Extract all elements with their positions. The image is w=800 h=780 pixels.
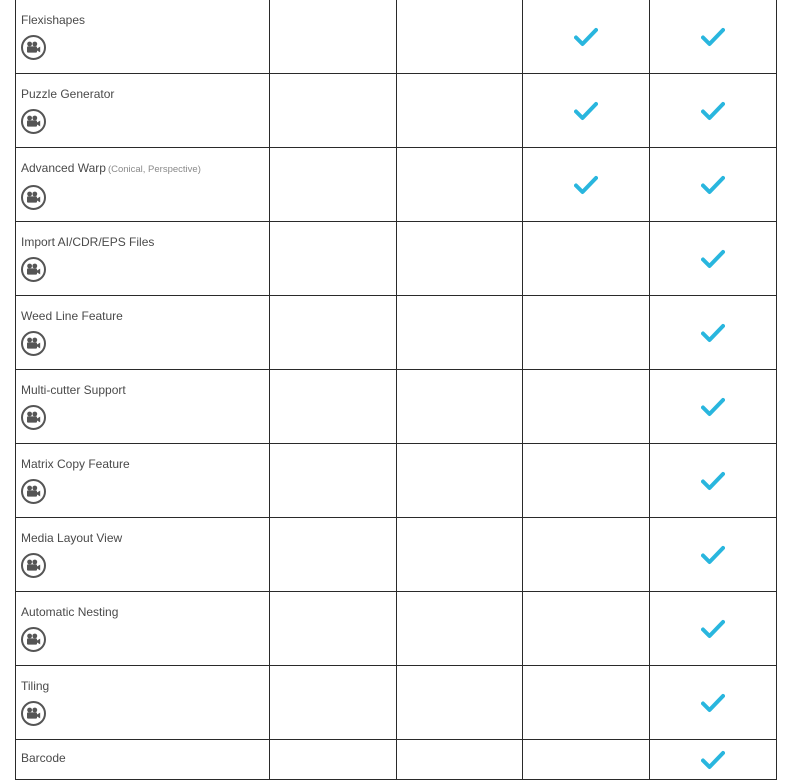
feature-note: (Conical, Perspective): [107, 164, 201, 175]
table-row: [16, 592, 776, 666]
feature-label: Barcode: [21, 751, 66, 765]
feature-cell: [16, 148, 270, 221]
checkmark-icon: [701, 545, 725, 565]
feature-cell: [16, 444, 270, 517]
plan-cell-2: [397, 518, 524, 591]
checkmark-icon: [574, 175, 598, 195]
plan-cell-3: [523, 518, 650, 591]
plan-cell-1: [270, 666, 397, 739]
table-row: [16, 148, 776, 222]
plan-cell-4: [650, 148, 777, 221]
plan-cell-1: [270, 370, 397, 443]
plan-cell-1: [270, 296, 397, 369]
plan-cell-3: [523, 370, 650, 443]
feature-name: [21, 87, 269, 101]
plan-cell-3: [523, 74, 650, 147]
table-row: [16, 370, 776, 444]
plan-cell-4: [650, 74, 777, 147]
checkmark-icon: [574, 27, 598, 47]
plan-cell-1: [270, 444, 397, 517]
plan-cell-4: [650, 0, 777, 73]
video-camera-icon[interactable]: [21, 109, 46, 134]
video-camera-icon[interactable]: [21, 553, 46, 578]
feature-label: Import AI/CDR/EPS Files: [21, 235, 155, 249]
plan-cell-3: [523, 592, 650, 665]
plan-cell-2: [397, 74, 524, 147]
table-row: [16, 444, 776, 518]
feature-label: Tiling: [21, 679, 50, 693]
plan-cell-1: [270, 518, 397, 591]
plan-cell-3: [523, 0, 650, 73]
plan-cell-4: [650, 740, 777, 779]
plan-cell-3: [523, 740, 650, 779]
plan-cell-2: [397, 444, 524, 517]
feature-cell: [16, 222, 270, 295]
video-camera-icon[interactable]: [21, 479, 46, 504]
plan-cell-3: [523, 222, 650, 295]
plan-cell-1: [270, 0, 397, 73]
feature-label: Automatic Nesting: [21, 605, 119, 619]
feature-name: [21, 751, 269, 765]
checkmark-icon: [701, 249, 725, 269]
video-camera-icon[interactable]: [21, 331, 46, 356]
checkmark-icon: [701, 175, 725, 195]
feature-name: [21, 679, 269, 693]
video-camera-icon[interactable]: [21, 185, 46, 210]
table-row: [16, 74, 776, 148]
plan-cell-4: [650, 444, 777, 517]
plan-cell-2: [397, 666, 524, 739]
video-camera-icon[interactable]: [21, 257, 46, 282]
feature-name: [21, 235, 269, 249]
feature-cell: [16, 370, 270, 443]
feature-label: Flexishapes: [21, 13, 86, 27]
checkmark-icon: [701, 397, 725, 417]
feature-cell: [16, 0, 270, 73]
plan-cell-3: [523, 296, 650, 369]
checkmark-icon: [701, 693, 725, 713]
table-row: [16, 740, 776, 780]
feature-name: [21, 605, 269, 619]
feature-cell: [16, 74, 270, 147]
plan-cell-4: [650, 296, 777, 369]
table-row: [16, 0, 776, 74]
feature-cell: [16, 592, 270, 665]
feature-cell: [16, 666, 270, 739]
feature-label: Advanced Warp: [21, 161, 106, 175]
plan-cell-1: [270, 592, 397, 665]
feature-cell: [16, 296, 270, 369]
checkmark-icon: [701, 750, 725, 770]
plan-cell-1: [270, 740, 397, 779]
feature-comparison-table: [15, 0, 777, 780]
plan-cell-2: [397, 740, 524, 779]
checkmark-icon: [701, 471, 725, 491]
feature-name: [21, 457, 269, 471]
plan-cell-3: [523, 444, 650, 517]
table-row: [16, 666, 776, 740]
plan-cell-1: [270, 222, 397, 295]
plan-cell-4: [650, 370, 777, 443]
plan-cell-3: [523, 666, 650, 739]
plan-cell-3: [523, 148, 650, 221]
plan-cell-2: [397, 370, 524, 443]
checkmark-icon: [574, 101, 598, 121]
video-camera-icon[interactable]: [21, 405, 46, 430]
plan-cell-2: [397, 148, 524, 221]
feature-cell: [16, 518, 270, 591]
plan-cell-4: [650, 518, 777, 591]
video-camera-icon[interactable]: [21, 701, 46, 726]
video-camera-icon[interactable]: [21, 35, 46, 60]
checkmark-icon: [701, 27, 725, 47]
plan-cell-2: [397, 296, 524, 369]
feature-name: [21, 13, 269, 27]
plan-cell-1: [270, 74, 397, 147]
feature-name: [21, 161, 269, 177]
feature-name: [21, 309, 269, 323]
table-row: [16, 518, 776, 592]
checkmark-icon: [701, 323, 725, 343]
plan-cell-1: [270, 148, 397, 221]
checkmark-icon: [701, 619, 725, 639]
feature-name: [21, 383, 269, 397]
table-row: [16, 222, 776, 296]
plan-cell-4: [650, 222, 777, 295]
plan-cell-2: [397, 592, 524, 665]
feature-cell: [16, 740, 270, 779]
plan-cell-4: [650, 592, 777, 665]
feature-name: [21, 531, 269, 545]
checkmark-icon: [701, 101, 725, 121]
feature-label: Weed Line Feature: [21, 309, 123, 323]
plan-cell-4: [650, 666, 777, 739]
feature-label: Multi-cutter Support: [21, 383, 126, 397]
table-row: [16, 296, 776, 370]
feature-label: Media Layout View: [21, 531, 123, 545]
plan-cell-2: [397, 0, 524, 73]
plan-cell-2: [397, 222, 524, 295]
video-camera-icon[interactable]: [21, 627, 46, 652]
feature-label: Puzzle Generator: [21, 87, 115, 101]
feature-label: Matrix Copy Feature: [21, 457, 130, 471]
